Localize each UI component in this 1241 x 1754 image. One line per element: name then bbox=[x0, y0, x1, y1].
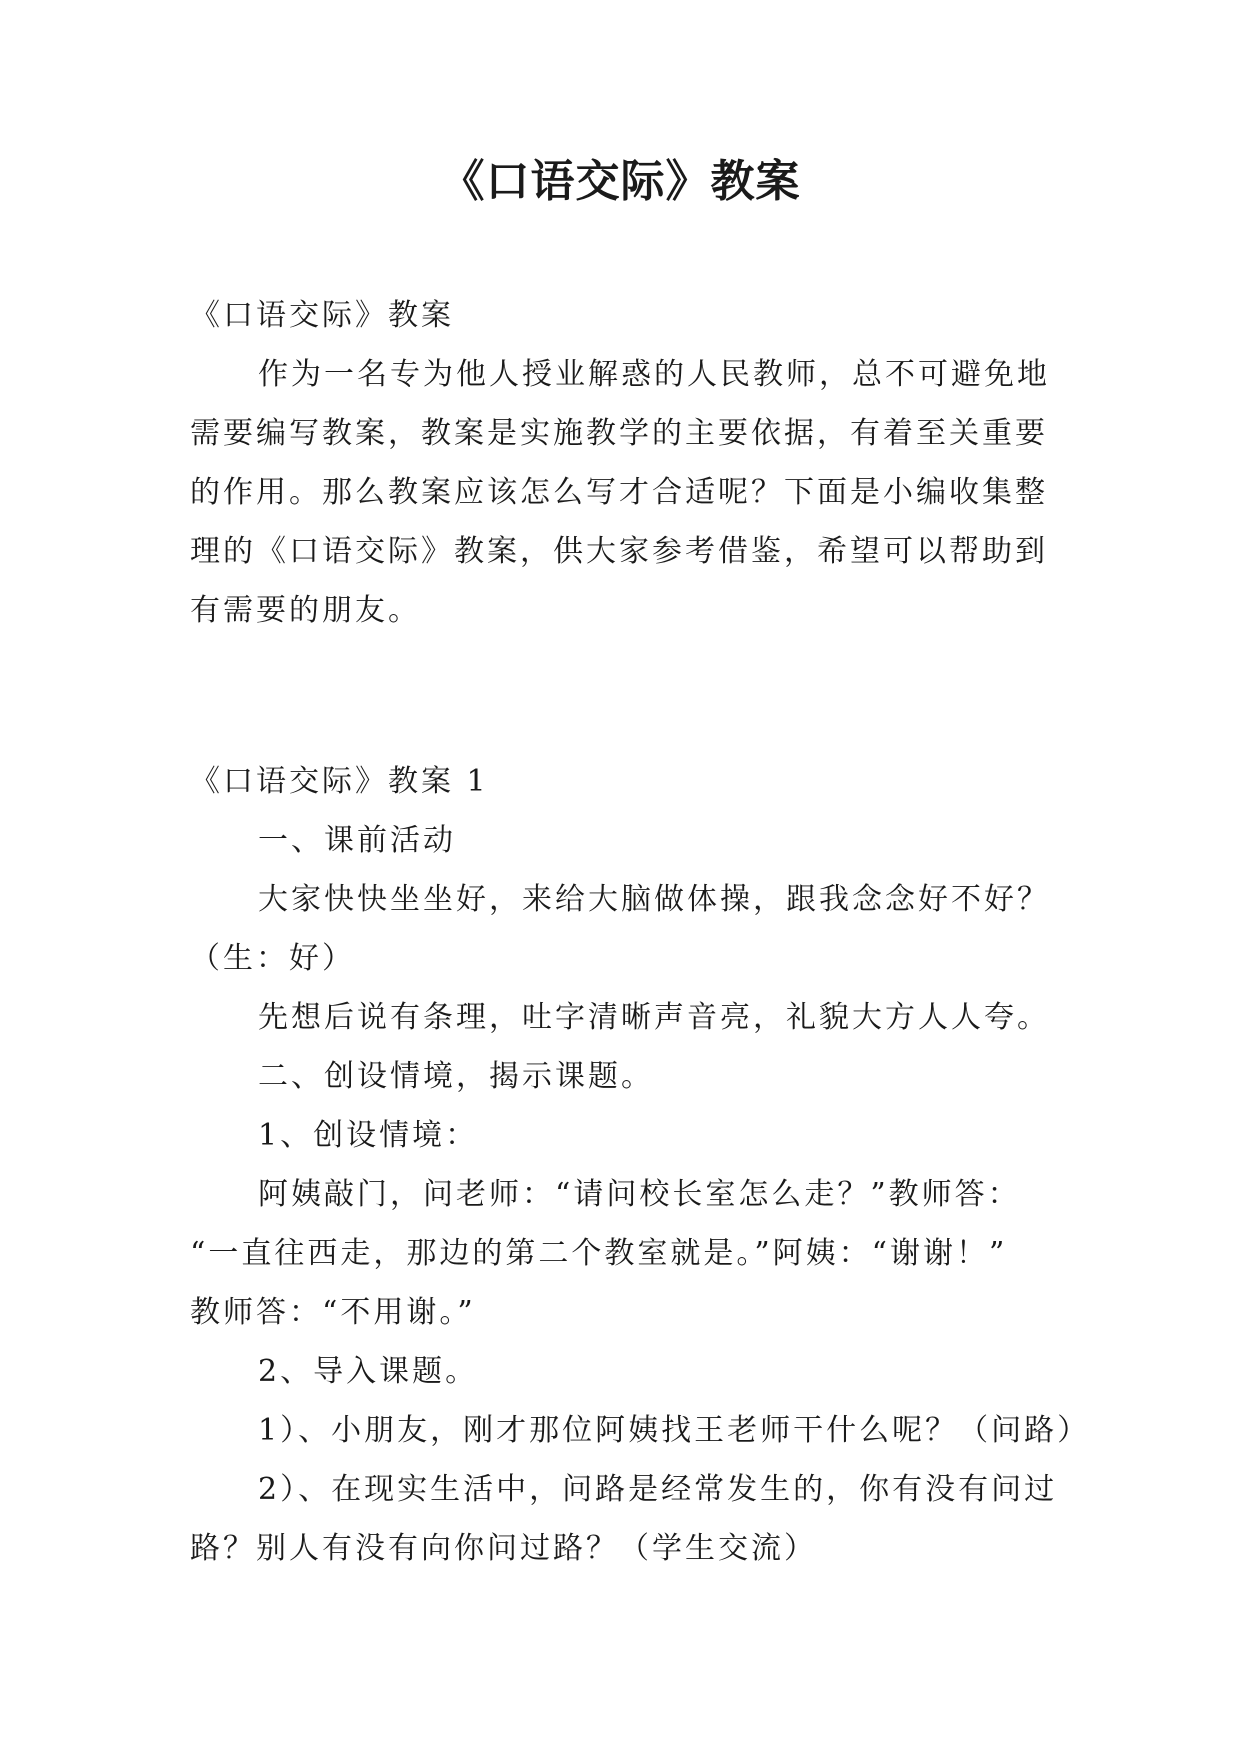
body-line: 教师答：“不用谢。” bbox=[190, 1295, 476, 1330]
body-line: （生：好） bbox=[190, 941, 355, 976]
section-subheading: 一、课前活动 bbox=[258, 823, 456, 858]
section-1 bbox=[190, 752, 1091, 1578]
numbered-item: 2、导入课题。 bbox=[258, 1354, 479, 1389]
body-line: “一直往西走，那边的第二个教室就是。”阿姨：“谢谢！” bbox=[190, 1236, 1008, 1271]
document-title: 《口语交际》教案 bbox=[440, 156, 801, 207]
intro-paragraph-line: 理的《口语交际》教案，供大家参考借鉴，希望可以帮助到 bbox=[190, 534, 1048, 569]
intro-paragraph-line: 作为一名专为他人授业解惑的人民教师，总不可避免地 bbox=[258, 357, 1050, 392]
body-line: 阿姨敲门，问老师：“请问校长室怎么走？”教师答： bbox=[258, 1177, 1021, 1212]
intro-block bbox=[190, 286, 1080, 640]
intro-paragraph-line: 有需要的朋友。 bbox=[190, 593, 421, 628]
numbered-item: 1、创设情境： bbox=[258, 1118, 479, 1153]
body-line: 大家快快坐坐好，来给大脑做体操，跟我念念好不好？ bbox=[258, 882, 1050, 917]
section-subheading: 二、创设情境，揭示课题。 bbox=[258, 1059, 654, 1094]
intro-heading: 《口语交际》教案 bbox=[190, 298, 454, 333]
body-line: 路？别人有没有向你问过路？（学生交流） bbox=[190, 1531, 817, 1566]
numbered-subitem: 1）、小朋友，刚才那位阿姨找王老师干什么呢？（问路） bbox=[258, 1413, 1091, 1448]
numbered-subitem: 2）、在现实生活中，问路是经常发生的，你有没有问过 bbox=[258, 1472, 1058, 1507]
section-heading: 《口语交际》教案 1 bbox=[190, 764, 489, 799]
intro-paragraph-line: 需要编写教案，教案是实施教学的主要依据，有着至关重要 bbox=[190, 416, 1048, 451]
body-line: 先想后说有条理，吐字清晰声音亮，礼貌大方人人夸。 bbox=[258, 1000, 1050, 1035]
intro-paragraph-line: 的作用。那么教案应该怎么写才合适呢？下面是小编收集整 bbox=[190, 475, 1048, 510]
